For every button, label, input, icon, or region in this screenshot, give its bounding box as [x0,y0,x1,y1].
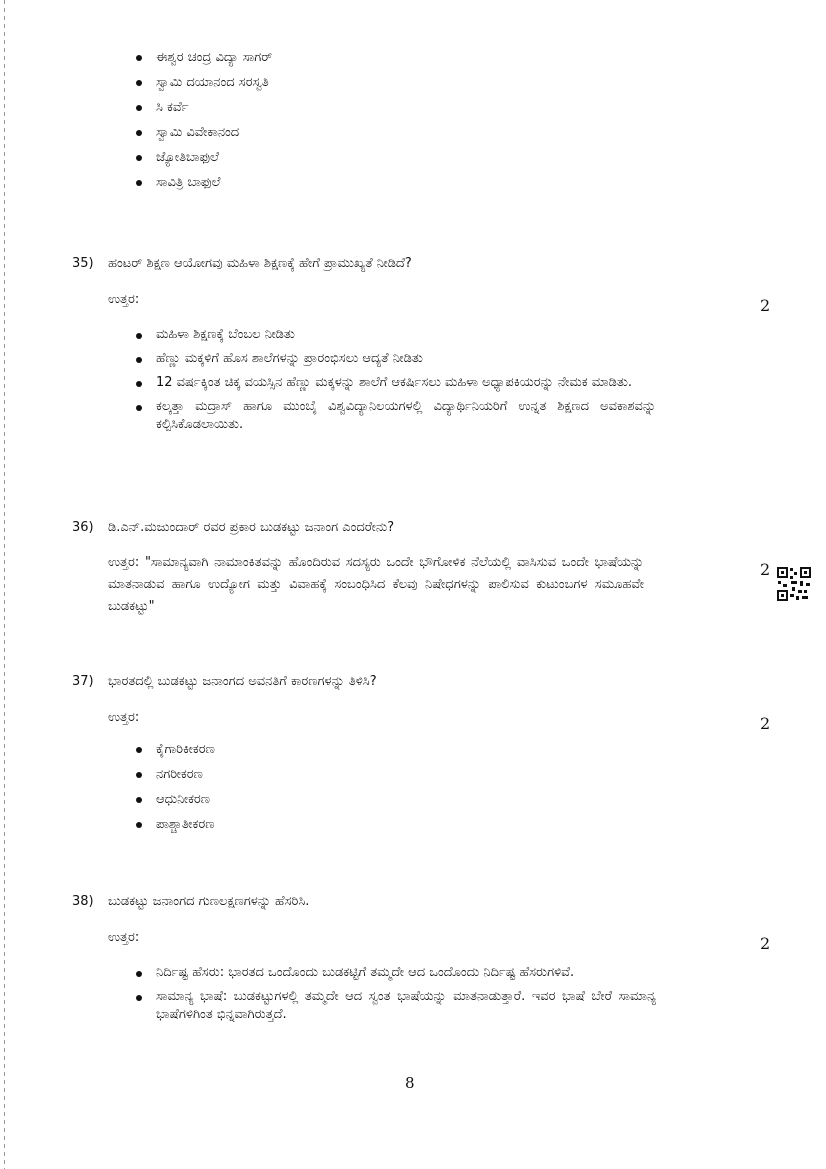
list-item: ನಿರ್ದಿಷ್ಟ ಹೆಸರು: ಭಾರತದ ಒಂದೊಂದು ಬುಡಕಟ್ಟಿಗೆ ತಮ್ಮದೇ ಆದ ಒಂದೊಂದು ನಿರ್ದಿಷ್ಟ ಹೆಸರುಗಳಿವೆ. [136,964,656,982]
list-item: ಹೆಣ್ಣು ಮಕ್ಕಳಿಗೆ ಹೊಸ ಶಾಲೆಗಳನ್ನು ಪ್ರಾರಂಭಿಸಲು ಆದ್ಯತೆ ನೀಡಿತು [136,350,656,368]
list-item: ಸಿ ಕರ್ವೆ [136,98,272,118]
question-text: ಹಂಟರ್ ಶಿಕ್ಷಣ ಆಯೋಗವು ಮಹಿಳಾ ಶಿಕ್ಷಣಕ್ಕೆ ಹೇಗೆ ಪ್ರಾಮುಖ್ಯತೆ ನೀಡಿದೆ? [108,256,412,271]
answer-list [136,740,215,840]
list-item: 12 ವರ್ಷಕ್ಕಿಂತ ಚಿಕ್ಕ ವಯಸ್ಸಿನ ಹೆಣ್ಣು ಮಕ್ಕಳನ್ನು ಶಾಲೆಗೆ ಆಕರ್ಷಿಸಲು ಮಹಿಳಾ ಅಧ್ಯಾಪಕಿಯರನ್ನು ನೇಮಕ ಮಾಡಿತು. [136,374,656,392]
list-item: ಸಾವಿತ್ರಿ ಬಾಫುಲೆ [136,173,272,193]
list-item: ಮಹಿಳಾ ಶಿಕ್ಷಣಕ್ಕೆ ಬೆಂಬಲ ನೀಡಿತು [136,326,656,344]
list-item: ಸ್ವಾಮಿ ವಿವೇಕಾನಂದ [136,123,272,143]
question-number: 38) [72,894,94,909]
bullet-icon [136,130,142,136]
question-number: 37) [72,674,94,689]
list-item: ಕೈಗಾರಿಕೀಕರಣ [136,740,215,760]
marks: 2 [760,560,771,579]
bullet-icon [136,971,142,977]
bullet-icon [136,747,142,753]
answer-list [136,326,656,440]
bullet-icon [136,80,142,86]
list-item: ನಗರೀಕರಣ [136,765,215,785]
bullet-icon [136,180,142,186]
binding-margin-dots [4,0,5,1169]
bullet-icon [136,155,142,161]
answer-list [136,964,656,1030]
bullet-icon [136,381,142,387]
bullet-icon [136,822,142,828]
bullet-icon [136,995,142,1001]
reformers-list [136,48,272,198]
bullet-icon [136,105,142,111]
answer-paragraph: ಉತ್ತರ: "ಸಾಮಾನ್ಯವಾಗಿ ನಾಮಾಂಕಿತವನ್ನು ಹೊಂದಿರುವ ಸದಸ್ಯರು ಒಂದೇ ಭೌಗೋಳಿಕ ನೆಲೆಯಲ್ಲಿ ವಾಸಿಸುವ ಒಂದೇ ಭಾಷೆಯನ್ನು ಮಾತನಾಡುವ ಹಾಗೂ ಉದ್ಯೋಗ ಮತ್ತು ವಿವಾಹಕ್ಕೆ ಸಂಬಂಧಿಸಿದ ಕೆಲವು ನಿಷೇಧಗಳನ್ನು ಪಾಲಿಸುವ ಕುಟುಂಬಗಳ ಸಮೂಹವೇ ಬುಡಕಟ್ಟು" [108,555,644,614]
page-number: 8 [405,1074,415,1092]
marks: 2 [760,934,771,953]
question-text: ಭಾರತದಲ್ಲಿ ಬುಡಕಟ್ಟು ಜನಾಂಗದ ಅವನತಿಗೆ ಕಾರಣಗಳನ್ನು ತಿಳಿಸಿ? [108,674,377,689]
bullet-icon [136,797,142,803]
question-text: ಬುಡಕಟ್ಟು ಜನಾಂಗದ ಗುಣಲಕ್ಷಣಗಳನ್ನು ಹೆಸರಿಸಿ. [108,894,310,909]
answer-label: ಉತ್ತರ: [108,930,140,945]
bullet-icon [136,357,142,363]
question-number: 35) [72,256,94,271]
list-item: ಈಶ್ವರ ಚಂದ್ರ ವಿದ್ಯಾ ಸಾಗರ್ [136,48,272,68]
question-text: ಡಿ.ಎನ್.ಮಜುಂದಾರ್ ರವರ ಪ್ರಕಾರ ಬುಡಕಟ್ಟು ಜನಾಂಗ ಎಂದರೇನು? [108,520,395,535]
list-item: ಜ್ಯೋತಿಬಾಫುಲೆ [136,148,272,168]
answer-label: ಉತ್ತರ: [108,710,140,725]
list-item: ಆಧುನೀಕರಣ [136,790,215,810]
bullet-icon [136,333,142,339]
list-item: ಸ್ವಾಮಿ ದಯಾನಂದ ಸರಸ್ವತಿ [136,73,272,93]
qr-code-icon [776,566,812,602]
list-item: ಕಲ್ಕತ್ತಾ ಮದ್ರಾಸ್ ಹಾಗೂ ಮುಂಬೈ ವಿಶ್ವವಿದ್ಯಾನಿಲಯಗಳಲ್ಲಿ ವಿದ್ಯಾರ್ಥಿನಿಯರಿಗೆ ಉನ್ನತ ಶಿಕ್ಷಣದ ಅವಕಾಶವನ್ನು ಕಲ್ಪಿಸಿಕೊಡಲಾಯಿತು. [136,398,656,434]
list-item: ಸಾಮಾನ್ಯ ಭಾಷೆ: ಬುಡಕಟ್ಟುಗಳಲ್ಲಿ ತಮ್ಮದೇ ಆದ ಸ್ವಂತ ಭಾಷೆಯನ್ನು ಮಾತನಾಡುತ್ತಾರೆ. ಇವರ ಭಾಷೆ ಬೇರೆ ಸಾಮಾನ್ಯ ಭಾಷೆಗಳಿಗಿಂತ ಭಿನ್ನವಾಗಿರುತ್ತದೆ. [136,988,656,1024]
bullet-icon [136,55,142,61]
marks: 2 [760,296,771,315]
question-number: 36) [72,520,94,535]
bullet-icon [136,772,142,778]
list-item: ಪಾಶ್ಚಾತೀಕರಣ [136,815,215,835]
answer-label: ಉತ್ತರ: [108,292,140,307]
marks: 2 [760,714,771,733]
bullet-icon [136,405,142,411]
